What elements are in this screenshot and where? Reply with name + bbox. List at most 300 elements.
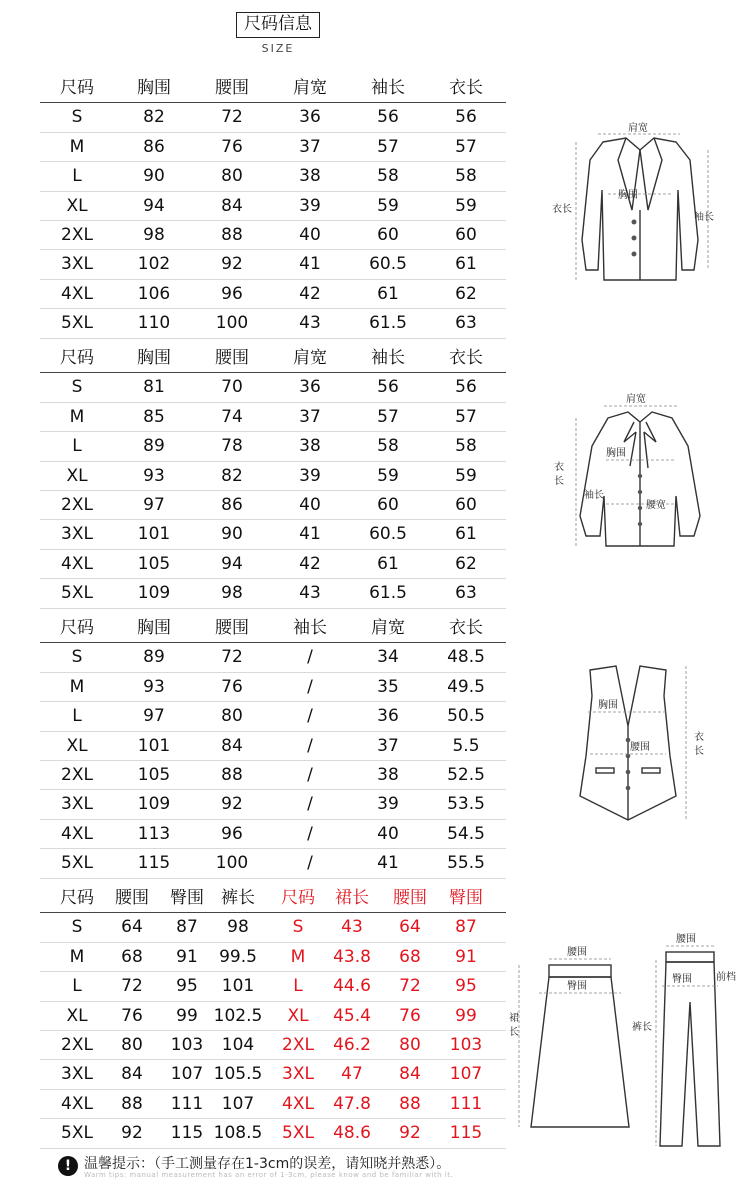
table-row — [40, 972, 506, 1001]
table-header-cell: 臀围 — [170, 888, 204, 908]
table-header-cell: 肩宽 — [371, 618, 405, 638]
size-table-3 — [40, 614, 506, 879]
table-cell: 61 — [377, 283, 399, 304]
table-cell: 62 — [455, 553, 477, 574]
exclamation-icon: ! — [58, 1156, 78, 1176]
table-row — [40, 162, 506, 191]
table-cell: 50.5 — [447, 706, 485, 727]
table-cell: 115 — [170, 1123, 204, 1144]
table-cell: L — [293, 976, 303, 997]
table-cell: 59 — [377, 195, 399, 216]
table-cell: 99.5 — [219, 946, 257, 967]
table-cell: 88 — [221, 764, 243, 785]
table-header-cell: 腰围 — [215, 618, 249, 638]
table-cell: 60 — [455, 224, 477, 245]
table-cell: 40 — [299, 224, 321, 245]
table-cell: M — [69, 136, 85, 157]
table-cell: M — [69, 676, 85, 697]
table-header-row — [40, 614, 506, 643]
table-row — [40, 643, 506, 672]
table-cell: 64 — [121, 917, 143, 938]
table-cell: / — [307, 794, 313, 815]
table-cell: 88 — [221, 224, 243, 245]
table-cell: 111 — [449, 1093, 483, 1114]
table-cell: 54.5 — [447, 823, 485, 844]
table-cell: 39 — [299, 195, 321, 216]
vest-chest-label: 胸围 — [598, 700, 618, 711]
table-cell: 45.4 — [333, 1005, 371, 1026]
table-cell: 49.5 — [447, 676, 485, 697]
table-cell: 5XL — [282, 1123, 314, 1144]
table-cell: 40 — [299, 494, 321, 515]
table-cell: 84 — [221, 195, 243, 216]
table-cell: 68 — [121, 946, 143, 967]
pants-diagram — [630, 930, 745, 1160]
table-cell: L — [72, 166, 82, 187]
table-cell: 85 — [143, 406, 165, 427]
table-cell: 82 — [221, 465, 243, 486]
table-cell: 5XL — [61, 1123, 93, 1144]
table-cell: 115 — [137, 853, 171, 874]
table-cell: 4XL — [61, 283, 93, 304]
section-subtitle: SIZE — [261, 42, 295, 55]
table-cell: 43.8 — [333, 946, 371, 967]
table-cell: 5.5 — [452, 735, 480, 756]
table-cell: 86 — [143, 136, 165, 157]
table-row — [40, 1002, 506, 1031]
jacket-chest-label: 胸围 — [618, 190, 638, 201]
table-cell: 109 — [137, 794, 171, 815]
table-row — [40, 1031, 506, 1060]
vest-length-label-1: 衣 — [694, 732, 704, 743]
pants-waist-label: 腰围 — [676, 934, 696, 945]
table-row — [40, 913, 506, 942]
table-cell: 92 — [221, 254, 243, 275]
notice-text: 温馨提示：（手工测量存在1-3cm的误差，请知晓并熟悉）。 — [84, 1156, 451, 1172]
table-cell: 99 — [455, 1005, 477, 1026]
table-cell: 60.5 — [369, 524, 407, 545]
table-cell: S — [292, 917, 304, 938]
table-cell: 92 — [121, 1123, 143, 1144]
table-cell: 76 — [221, 136, 243, 157]
table-cell: 53.5 — [447, 794, 485, 815]
table-cell: / — [307, 676, 313, 697]
table-header-cell: 腰围 — [393, 888, 427, 908]
table-cell: 61.5 — [369, 583, 407, 604]
table-cell: 86 — [221, 494, 243, 515]
table-row — [40, 432, 506, 461]
table-header-cell: 臀围 — [449, 888, 483, 908]
table-cell: 2XL — [61, 1034, 93, 1055]
table-cell: 76 — [221, 676, 243, 697]
table-cell: 113 — [137, 823, 171, 844]
table-cell: 90 — [221, 524, 243, 545]
table-cell: 38 — [299, 436, 321, 457]
table-cell: 57 — [377, 136, 399, 157]
table-cell: 3XL — [61, 794, 93, 815]
pants-rise-label: 前档 — [716, 972, 736, 983]
table-cell: 43 — [341, 917, 363, 938]
table-cell: S — [71, 377, 83, 398]
table-header-cell: 裤长 — [221, 888, 255, 908]
skirt-length-label-2: 长 — [509, 1027, 519, 1038]
table-cell: 37 — [299, 136, 321, 157]
table-cell: 56 — [377, 107, 399, 128]
table-cell: 56 — [455, 107, 477, 128]
table-cell: 84 — [121, 1064, 143, 1085]
table-cell: 2XL — [61, 224, 93, 245]
table-cell: 4XL — [61, 553, 93, 574]
table-header-cell: 腰围 — [115, 888, 149, 908]
table-cell: 88 — [399, 1093, 421, 1114]
table-cell: 41 — [299, 254, 321, 275]
table-cell: 76 — [399, 1005, 421, 1026]
table-cell: 40 — [377, 823, 399, 844]
table-cell: XL — [66, 465, 88, 486]
size-table-2 — [40, 344, 506, 609]
table-cell: 61 — [455, 524, 477, 545]
table-cell: M — [69, 406, 85, 427]
jacket-length-label: 衣长 — [552, 204, 572, 215]
table-row — [40, 133, 506, 162]
table-cell: 4XL — [282, 1093, 314, 1114]
table-row — [40, 309, 506, 338]
vest-waist-label: 腰围 — [630, 742, 650, 753]
table-cell: 80 — [221, 166, 243, 187]
table-row — [40, 221, 506, 250]
table-cell: 103 — [449, 1034, 483, 1055]
pants-hip-label: 臀围 — [672, 974, 692, 985]
table-cell: 111 — [170, 1093, 204, 1114]
table-cell: 57 — [455, 136, 477, 157]
table-cell: 84 — [221, 735, 243, 756]
table-cell: 43 — [299, 583, 321, 604]
table-cell: 80 — [399, 1034, 421, 1055]
table-cell: 47 — [341, 1064, 363, 1085]
table-cell: 107 — [221, 1093, 255, 1114]
table-header-cell: 袖长 — [371, 348, 405, 368]
table-cell: S — [71, 647, 83, 668]
table-cell: 103 — [170, 1034, 204, 1055]
table-cell: 37 — [299, 406, 321, 427]
table-header-cell: 衣长 — [449, 618, 483, 638]
table-cell: 108.5 — [213, 1123, 263, 1144]
table-cell: 42 — [299, 553, 321, 574]
table-cell: 34 — [377, 647, 399, 668]
table-cell: 60 — [377, 224, 399, 245]
table-cell: 106 — [137, 283, 171, 304]
table-cell: 5XL — [61, 313, 93, 334]
table-row — [40, 491, 506, 520]
table-cell: 80 — [221, 706, 243, 727]
table-cell: 76 — [121, 1005, 143, 1026]
table-row — [40, 849, 506, 878]
table-cell: 35 — [377, 676, 399, 697]
table-cell: L — [72, 976, 82, 997]
table-row — [40, 462, 506, 491]
table-cell: 94 — [143, 195, 165, 216]
table-cell: 3XL — [61, 524, 93, 545]
table-cell: 110 — [137, 313, 171, 334]
notice-subtext: Warm tips: manual measurement has an error of 1-3cm, please know and be familiar with it. — [84, 1171, 454, 1179]
table-header-row — [40, 344, 506, 373]
table-cell: 60 — [377, 494, 399, 515]
table-cell: 52.5 — [447, 764, 485, 785]
table-cell: 63 — [455, 583, 477, 604]
table-cell: 92 — [221, 794, 243, 815]
table-cell: 72 — [399, 976, 421, 997]
table-cell: M — [69, 946, 85, 967]
table-header-cell: 衣长 — [449, 78, 483, 98]
jacket-shoulder-label: 肩宽 — [628, 123, 648, 134]
table-cell: 81 — [143, 377, 165, 398]
table-cell: 98 — [143, 224, 165, 245]
table-header-cell: 衣长 — [449, 348, 483, 368]
table-row — [40, 579, 506, 608]
blouse-waist-label: 腰宽 — [646, 500, 666, 511]
table-cell: 2XL — [61, 494, 93, 515]
table-cell: 92 — [399, 1123, 421, 1144]
table-cell: 56 — [455, 377, 477, 398]
table-cell: 95 — [455, 976, 477, 997]
table-cell: 72 — [221, 647, 243, 668]
table-cell: 70 — [221, 377, 243, 398]
table-cell: 61 — [455, 254, 477, 275]
skirt-waist-label: 腰围 — [567, 947, 587, 958]
table-cell: 97 — [143, 706, 165, 727]
table-row — [40, 520, 506, 549]
table-cell: 72 — [221, 107, 243, 128]
table-cell: 43 — [299, 313, 321, 334]
table-cell: 58 — [377, 166, 399, 187]
table-cell: / — [307, 764, 313, 785]
table-cell: 102 — [137, 254, 171, 275]
table-cell: 84 — [399, 1064, 421, 1085]
table-cell: 2XL — [282, 1034, 314, 1055]
table-cell: 89 — [143, 436, 165, 457]
table-cell: 105 — [137, 764, 171, 785]
table-cell: M — [290, 946, 306, 967]
table-cell: 5XL — [61, 853, 93, 874]
table-row — [40, 192, 506, 221]
table-cell: 59 — [455, 195, 477, 216]
table-cell: / — [307, 735, 313, 756]
table-cell: 48.5 — [447, 647, 485, 668]
table-cell: 3XL — [61, 254, 93, 275]
table-cell: 107 — [170, 1064, 204, 1085]
table-row — [40, 550, 506, 579]
table-cell: 41 — [299, 524, 321, 545]
table-header-cell: 尺码 — [60, 78, 94, 98]
table-row — [40, 820, 506, 849]
table-cell: 98 — [227, 917, 249, 938]
section-title: 尺码信息 — [236, 12, 320, 38]
table-header-cell: 胸围 — [137, 348, 171, 368]
table-cell: 115 — [449, 1123, 483, 1144]
table-cell: 87 — [176, 917, 198, 938]
skirt-hip-label: 臀围 — [567, 981, 587, 992]
table-cell: 74 — [221, 406, 243, 427]
table-cell: / — [307, 853, 313, 874]
table-cell: 42 — [299, 283, 321, 304]
table-cell: 101 — [137, 735, 171, 756]
table-cell: 93 — [143, 465, 165, 486]
table-header-cell: 腰围 — [215, 78, 249, 98]
table-row — [40, 280, 506, 309]
table-cell: 56 — [377, 377, 399, 398]
table-cell: 63 — [455, 313, 477, 334]
table-cell: 91 — [176, 946, 198, 967]
table-cell: 36 — [299, 377, 321, 398]
table-cell: 82 — [143, 107, 165, 128]
blouse-shoulder-label: 肩宽 — [626, 394, 646, 405]
table-cell: 80 — [121, 1034, 143, 1055]
table-header-cell: 尺码 — [60, 348, 94, 368]
table-cell: 46.2 — [333, 1034, 371, 1055]
table-cell: 61.5 — [369, 313, 407, 334]
table-header-cell: 袖长 — [293, 618, 327, 638]
table-cell: 58 — [455, 166, 477, 187]
table-header-cell: 裙长 — [335, 888, 369, 908]
blouse-length-label-2: 长 — [554, 476, 564, 487]
table-cell: 107 — [449, 1064, 483, 1085]
table-cell: 95 — [176, 976, 198, 997]
jacket-sleeve-label: 袖长 — [694, 212, 714, 223]
table-cell: 3XL — [61, 1064, 93, 1085]
table-header-cell: 尺码 — [60, 618, 94, 638]
table-cell: 96 — [221, 823, 243, 844]
table-cell: 36 — [377, 706, 399, 727]
table-row — [40, 702, 506, 731]
table-cell: 39 — [299, 465, 321, 486]
blouse-diagram — [548, 386, 728, 556]
table-cell: 104 — [221, 1034, 255, 1055]
skirt-diagram — [505, 935, 640, 1145]
table-cell: 109 — [137, 583, 171, 604]
table-header-cell: 胸围 — [137, 618, 171, 638]
table-cell: 47.8 — [333, 1093, 371, 1114]
vest-diagram — [560, 656, 730, 826]
table-cell: 38 — [377, 764, 399, 785]
table-row — [40, 403, 506, 432]
table-cell: 96 — [221, 283, 243, 304]
table-cell: 93 — [143, 676, 165, 697]
table-cell: 90 — [143, 166, 165, 187]
table-row — [40, 103, 506, 132]
table-cell: / — [307, 647, 313, 668]
table-cell: 57 — [455, 406, 477, 427]
table-cell: XL — [66, 195, 88, 216]
size-table-1 — [40, 74, 506, 339]
table-header-cell: 肩宽 — [293, 78, 327, 98]
table-cell: XL — [66, 1005, 88, 1026]
table-cell: 48.6 — [333, 1123, 371, 1144]
table-cell: 101 — [137, 524, 171, 545]
blouse-sleeve-label: 袖长 — [584, 490, 604, 501]
table-cell: 2XL — [61, 764, 93, 785]
table-cell: / — [307, 823, 313, 844]
table-cell: XL — [287, 1005, 309, 1026]
jacket-diagram — [548, 120, 728, 290]
table-cell: 72 — [121, 976, 143, 997]
table-cell: 39 — [377, 794, 399, 815]
table-cell: 59 — [455, 465, 477, 486]
table-cell: 60.5 — [369, 254, 407, 275]
table-cell: 94 — [221, 553, 243, 574]
blouse-chest-label: 胸围 — [606, 448, 626, 459]
table-row — [40, 673, 506, 702]
table-cell: 100 — [215, 313, 249, 334]
table-cell: 38 — [299, 166, 321, 187]
table-cell: 102.5 — [213, 1005, 263, 1026]
blouse-length-label-1: 衣 — [554, 462, 564, 473]
table-cell: / — [307, 706, 313, 727]
table-header-cell: 胸围 — [137, 78, 171, 98]
table-row — [40, 943, 506, 972]
table-cell: 105.5 — [213, 1064, 263, 1085]
table-row — [40, 761, 506, 790]
table-header-cell: 肩宽 — [293, 348, 327, 368]
table-header-cell: 腰围 — [215, 348, 249, 368]
table-row — [40, 732, 506, 761]
table-cell: 36 — [299, 107, 321, 128]
pants-length-label: 裤长 — [632, 1022, 652, 1033]
table-cell: 100 — [215, 853, 249, 874]
table-cell: 87 — [455, 917, 477, 938]
table-header-row — [40, 884, 506, 913]
table-cell: L — [72, 436, 82, 457]
table-cell: 68 — [399, 946, 421, 967]
table-cell: 57 — [377, 406, 399, 427]
table-row — [40, 1090, 506, 1119]
table-cell: 59 — [377, 465, 399, 486]
table-cell: 41 — [377, 853, 399, 874]
table-cell: 78 — [221, 436, 243, 457]
table-cell: 61 — [377, 553, 399, 574]
table-header-cell: 袖长 — [371, 78, 405, 98]
table-row — [40, 1119, 506, 1148]
table-cell: 89 — [143, 647, 165, 668]
table-cell: S — [71, 917, 83, 938]
table-cell: 4XL — [61, 1093, 93, 1114]
vest-length-label-2: 长 — [694, 746, 704, 757]
table-cell: 37 — [377, 735, 399, 756]
table-cell: 101 — [221, 976, 255, 997]
skirt-length-label-1: 裙 — [509, 1013, 519, 1024]
table-cell: 44.6 — [333, 976, 371, 997]
table-cell: 62 — [455, 283, 477, 304]
table-cell: 60 — [455, 494, 477, 515]
table-row — [40, 250, 506, 279]
table-row — [40, 1060, 506, 1089]
table-cell: 58 — [455, 436, 477, 457]
table-cell: 98 — [221, 583, 243, 604]
table-header-row — [40, 74, 506, 103]
size-table-4 — [40, 884, 506, 1149]
table-cell: 4XL — [61, 823, 93, 844]
table-cell: 91 — [455, 946, 477, 967]
table-header-cell: 尺码 — [281, 888, 315, 908]
table-row — [40, 373, 506, 402]
table-cell: 64 — [399, 917, 421, 938]
table-cell: 58 — [377, 436, 399, 457]
table-row — [40, 790, 506, 819]
table-cell: 105 — [137, 553, 171, 574]
table-cell: 55.5 — [447, 853, 485, 874]
table-cell: 99 — [176, 1005, 198, 1026]
table-cell: S — [71, 107, 83, 128]
table-cell: 3XL — [282, 1064, 314, 1085]
